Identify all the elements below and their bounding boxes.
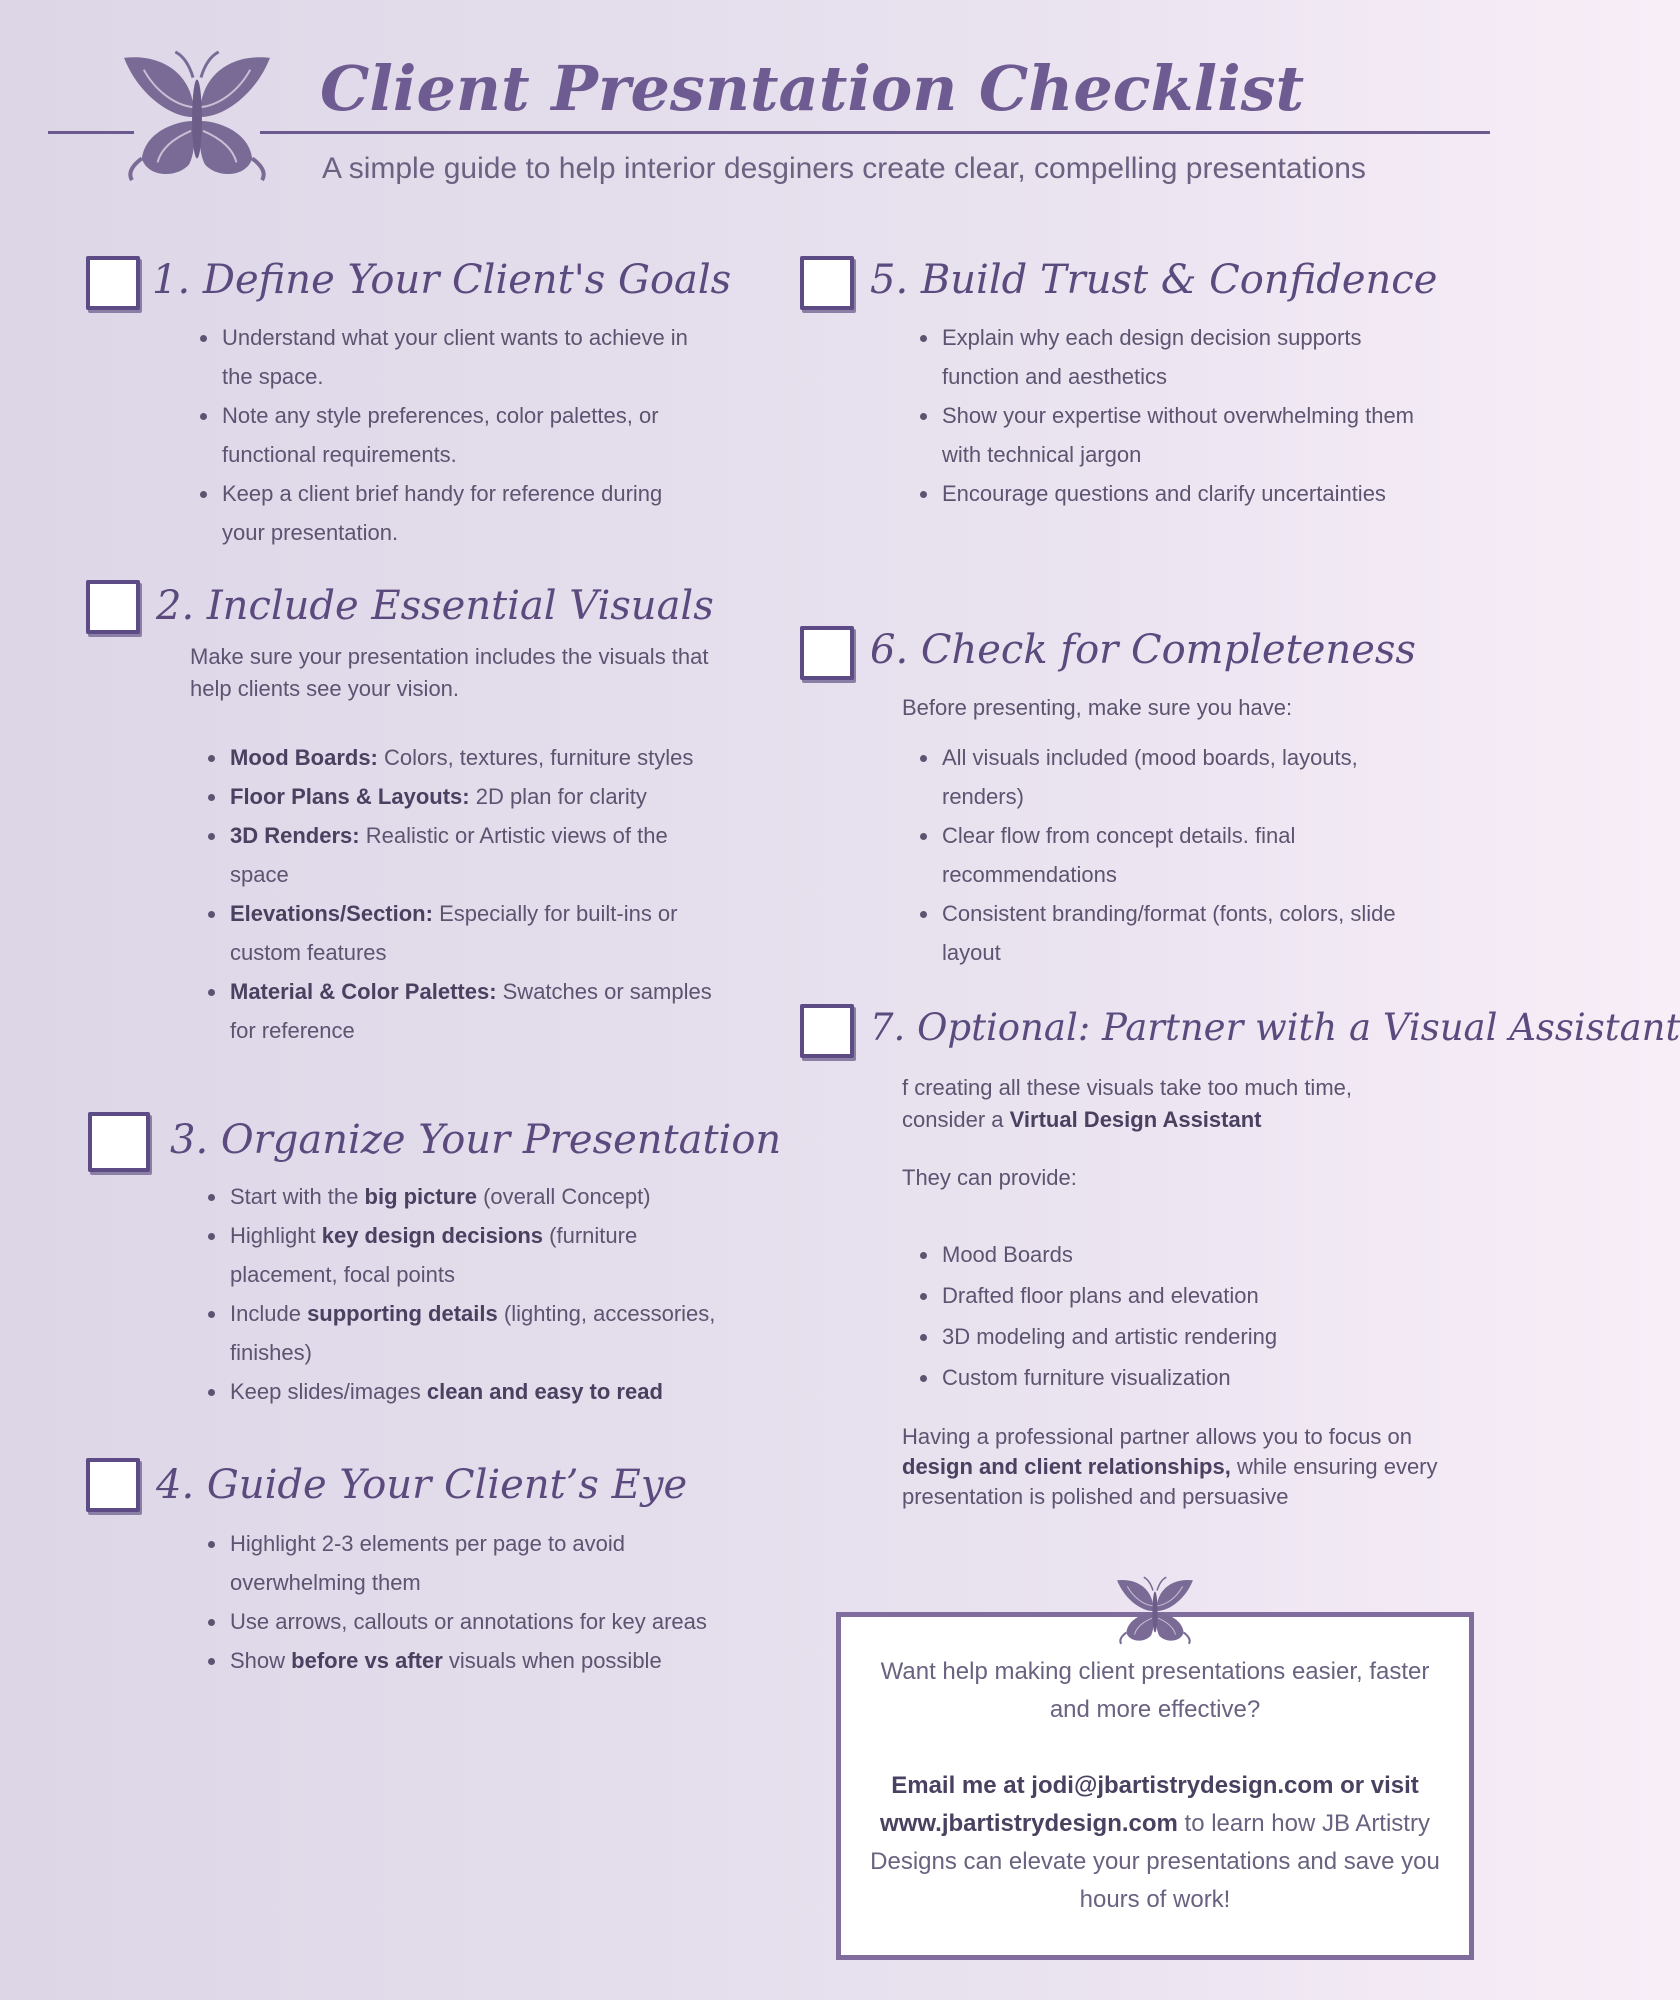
list-item: • Drafted floor plans and elevation [940,1275,1430,1316]
list-item: • Show your expertise without overwhelming them with technical jargon [940,396,1430,474]
list-item: • Clear flow from concept details. final recommendations [940,816,1430,894]
list-item: • Mood Boards: Colors, textures, furniture styles [228,738,718,777]
section-7-intro: f creating all these visuals take too much time, consider a Virtual Design Assistant [902,1075,1352,1132]
list-item: • Note any style preferences, color palettes, or functional requirements. [220,396,710,474]
checkbox-icon[interactable] [86,580,140,634]
section-2-title: 2. Include Essential Visuals [156,583,714,629]
section-7-provide: They can provide: [902,1165,1077,1190]
section-7-list [910,1234,1430,1398]
checkbox-icon[interactable] [86,256,140,310]
list-item: • Elevations/Section: Especially for built-ins or custom features [228,894,718,972]
section-6-title: 6. Check for Completeness [870,627,1416,673]
cta-question: Want help making client presentations easier, faster and more effective? [880,1658,1430,1723]
contact-box [836,1612,1474,1960]
section-2-list [198,738,718,1050]
checkbox-icon[interactable] [86,1458,140,1512]
header-divider-right [260,131,1490,134]
list-item: • Highlight key design decisions (furniture placement, focal points [228,1216,718,1294]
list-item: • Explain why each design decision supports function and aesthetics [940,318,1430,396]
list-item: • Show before vs after visuals when possible [228,1641,718,1680]
list-item: • Use arrows, callouts or annotations for key areas [228,1602,718,1641]
butterfly-icon [1114,1575,1196,1647]
list-item: • Highlight 2-3 elements per page to avoid overwhelming them [228,1524,718,1602]
section-3-title: 3. Organize Your Presentation [170,1117,782,1163]
checkbox-icon[interactable] [800,626,854,680]
list-item: • All visuals included (mood boards, layouts, renders) [940,738,1430,816]
section-7-title: 7. Optional: Partner with a Visual Assistant [870,1006,1680,1049]
list-item: • 3D Renders: Realistic or Artistic views of the space [228,816,718,894]
checkbox-icon[interactable] [800,256,854,310]
checkbox-icon[interactable] [88,1112,150,1172]
list-item: • Include supporting details (lighting, accessories, finishes) [228,1294,718,1372]
page-title: Client Presntation Checklist [320,52,1305,125]
section-1-title: 1. Define Your Client's Goals [152,257,732,303]
section-4-list [198,1524,718,1680]
contact-link[interactable]: Email me at jodi@jbartistrydesign.com or visit www.jbartistrydesign.com [880,1772,1419,1837]
section-5-title: 5. Build Trust & Confidence [870,257,1438,303]
page-subtitle: A simple guide to help interior desginers create clear, compelling presentations [322,152,1366,185]
butterfly-logo-icon [118,48,276,186]
section-5-list [910,318,1430,513]
list-item: • Understand what your client wants to achieve in the space. [220,318,710,396]
section-3-list [198,1177,718,1411]
cta-contact: Email me at jodi@jbartistrydesign.com or visit www.jbartistrydesign.com to learn how JB Artistry Designs can elevate your presentations and save you hours of work! [870,1772,1440,1913]
section-2-intro: Make sure your presentation includes the visuals that help clients see your vision. [190,644,709,701]
section-1-list [190,318,710,552]
list-item: • 3D modeling and artistic rendering [940,1316,1430,1357]
list-item: • Custom furniture visualization [940,1357,1430,1398]
list-item: • Material & Color Palettes: Swatches or samples for reference [228,972,718,1050]
list-item: • Start with the big picture (overall Concept) [228,1177,718,1216]
section-6-intro: Before presenting, make sure you have: [902,695,1293,720]
section-4-title: 4. Guide Your Client’s Eye [156,1462,688,1508]
checkbox-icon[interactable] [800,1004,854,1058]
section-6-list [910,738,1430,972]
list-item: • Consistent branding/format (fonts, colors, slide layout [940,894,1430,972]
list-item: • Mood Boards [940,1234,1430,1275]
list-item: • Encourage questions and clarify uncertainties [940,474,1430,513]
list-item: • Keep slides/images clean and easy to read [228,1372,718,1411]
list-item: • Keep a client brief handy for reference during your presentation. [220,474,710,552]
list-item: • Floor Plans & Layouts: 2D plan for clarity [228,777,718,816]
section-7-closing: Having a professional partner allows you to focus on design and client relationships, while ensuring every presentation is polished and persuasive [902,1424,1438,1509]
